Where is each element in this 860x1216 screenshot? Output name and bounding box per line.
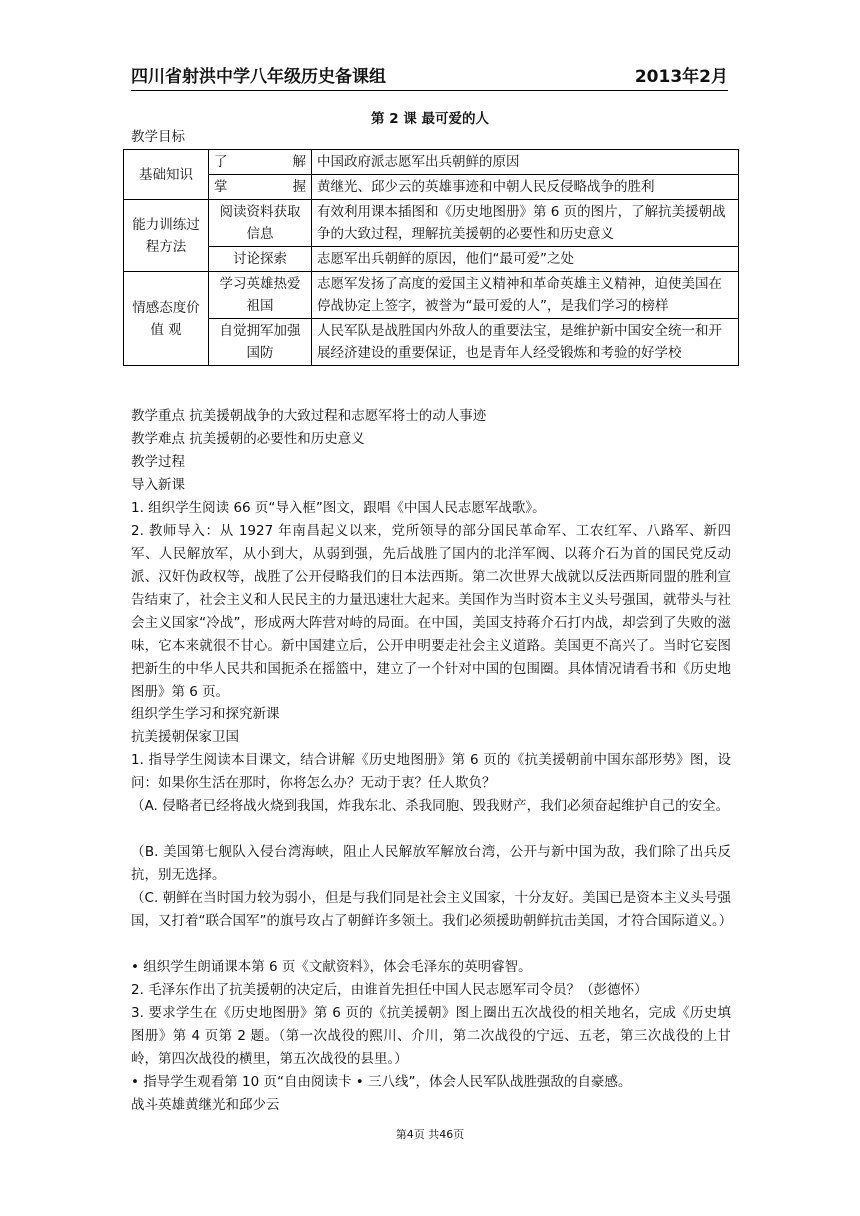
header-date: 2013年2月 [634,67,728,87]
teaching-goals-table [123,149,739,366]
study-label: 组织学生学习和探究新课 [131,706,280,722]
category-emotion: 情感态度价 值 观 [124,272,209,366]
section1-step-2: 2. 毛泽东作出了抗美援朝的决定后，由谁首先担任中国人民志愿军司令员？（彭德怀） [131,982,648,998]
table-row [124,175,739,200]
sub-heroes: 学习英雄热爱祖国 [209,272,312,319]
key-point: 教学重点 抗美援朝战争的大致过程和志愿军将士的动人事迹 [131,408,487,424]
content-understand: 中国政府派志愿军出兵朝鲜的原因 [312,150,739,175]
content-discussion: 志愿军出兵朝鲜的原因，他们“最可爱”之处 [312,247,739,272]
difficult-point: 教学难点 抗美援朝的必要性和历史意义 [131,431,365,447]
lesson-title: 第 2 课 最可爱的人 [371,111,489,127]
sub-master: 掌 握 [209,175,312,200]
bullet-recite: • 组织学生朗诵课本第 6 页《文献资料》，体会毛泽东的英明睿智。 [131,959,532,975]
page-header [131,62,728,91]
sub-discussion: 讨论探索 [209,247,312,272]
goals-label: 教学目标 [131,129,185,145]
intro-step-1: 1. 组织学生阅读 66 页“导入框”图文，跟唱《中国人民志愿军战歌》。 [131,500,546,516]
answer-c: （C. 朝鲜在当时国力较为弱小，但是与我们同是社会主义国家，十分友好。美国已是资本主义头号强国，又打着“联合国军”的旗号攻占了朝鲜许多领土。我们必须援助朝鲜抗击美国，才符合国际道义。） [131,890,733,929]
header-school: 四川省射洪中学八年级历史备课组 [131,67,386,87]
intro-label: 导入新课 [131,477,185,493]
section1-question: 1. 指导学生阅读本目课文，结合讲解《历史地图册》第 6 页的《抗美援朝前中国东部形势》图，设问：如果你生活在那时，你将怎么办？无动于衷？任人欺负？ [131,752,731,791]
table-row [124,200,739,247]
content-army: 人民军队是战胜国内外敌人的重要法宝，是维护新中国安全统一和开展经济建设的重要保证，也是青年人经受锻炼和考验的好学校 [312,319,739,366]
sub-reading: 阅读资料获取信息 [209,200,312,247]
intro-step-2: 2. 教师导入：从 1927 年南昌起义以来，党所领导的部分国民革命军、工农红军、八路军、新四军、人民解放军，从小到大，从弱到强，先后战胜了国内的北洋军阀、以蒋介石为首的国民党反动派、汉奸伪政权等，战胜了公开侵略我们的日本法西斯。第二次世界大战就以反法西斯同盟的胜利宣告结束了，社会主义和人民民主的力量迅速壮大起来。美国作为当时资本主义头号强国，就带头与社会主义国家“冷战”，形成两大阵营对峙的局面。在中国，美国支持蒋介石打内战，却尝到了失败的滋味，它本来就很不甘心。新中国建立后，公开申明要走社会主义道路。美国更不高兴了。当时它妄图把新生的中华人民共和国扼杀在摇篮中，建立了一个针对中国的包围圈。具体情况请看书和《历史地图册》第 6 页。 [131,523,731,700]
process-label: 教学过程 [131,454,185,470]
section1-step-3: 3. 要求学生在《历史地图册》第 6 页的《抗美援朝》图上圈出五次战役的相关地名，完成《历史填图册》第 4 页第 2 题。（第一次战役的熙川、介川，第二次战役的宁远、五老，第三次战役的上甘岭，第四次战役的横里，第五次战役的县里。） [131,1005,731,1067]
section-title-2: 战斗英雄黄继光和邱少云 [131,1097,280,1113]
content-master: 黄继光、邱少云的英雄事迹和中朝人民反侵略战争的胜利 [312,175,739,200]
content-reading: 有效利用课本插图和《历史地图册》第 6 页的图片，了解抗美援朝战争的大致过程，理解抗美援朝的必要性和历史意义 [312,200,739,247]
table-row [124,319,739,366]
answer-b: （B. 美国第七舰队入侵台湾海峡，阻止人民解放军解放台湾，公开与新中国为敌，我们除了出兵反抗，别无选择。 [131,844,731,883]
category-ability: 能力训练过程方法 [124,200,209,272]
table-row [124,247,739,272]
content-heroes: 志愿军发扬了高度的爱国主义精神和革命英雄主义精神，迫使美国在停战协定上签字，被誉为“最可爱的人”，是我们学习的榜样 [312,272,739,319]
sub-understand: 了 解 [209,150,312,175]
answer-a: （A. 侵略者已经将战火烧到我国，炸我东北、杀我同胞、毁我财产，我们必须奋起维护自己的安全。 [131,798,730,814]
table-row [124,150,739,175]
category-basic: 基础知识 [124,150,209,200]
bullet-reading-card: • 指导学生观看第 10 页“自由阅读卡 • 三八线”，体会人民军队战胜强敌的自豪感。 [131,1074,632,1090]
table-row [124,272,739,319]
page-footer: 第4页 共46页 [395,1128,465,1141]
sub-army: 自觉拥军加强国防 [209,319,312,366]
section-title-1: 抗美援朝保家卫国 [131,729,239,745]
